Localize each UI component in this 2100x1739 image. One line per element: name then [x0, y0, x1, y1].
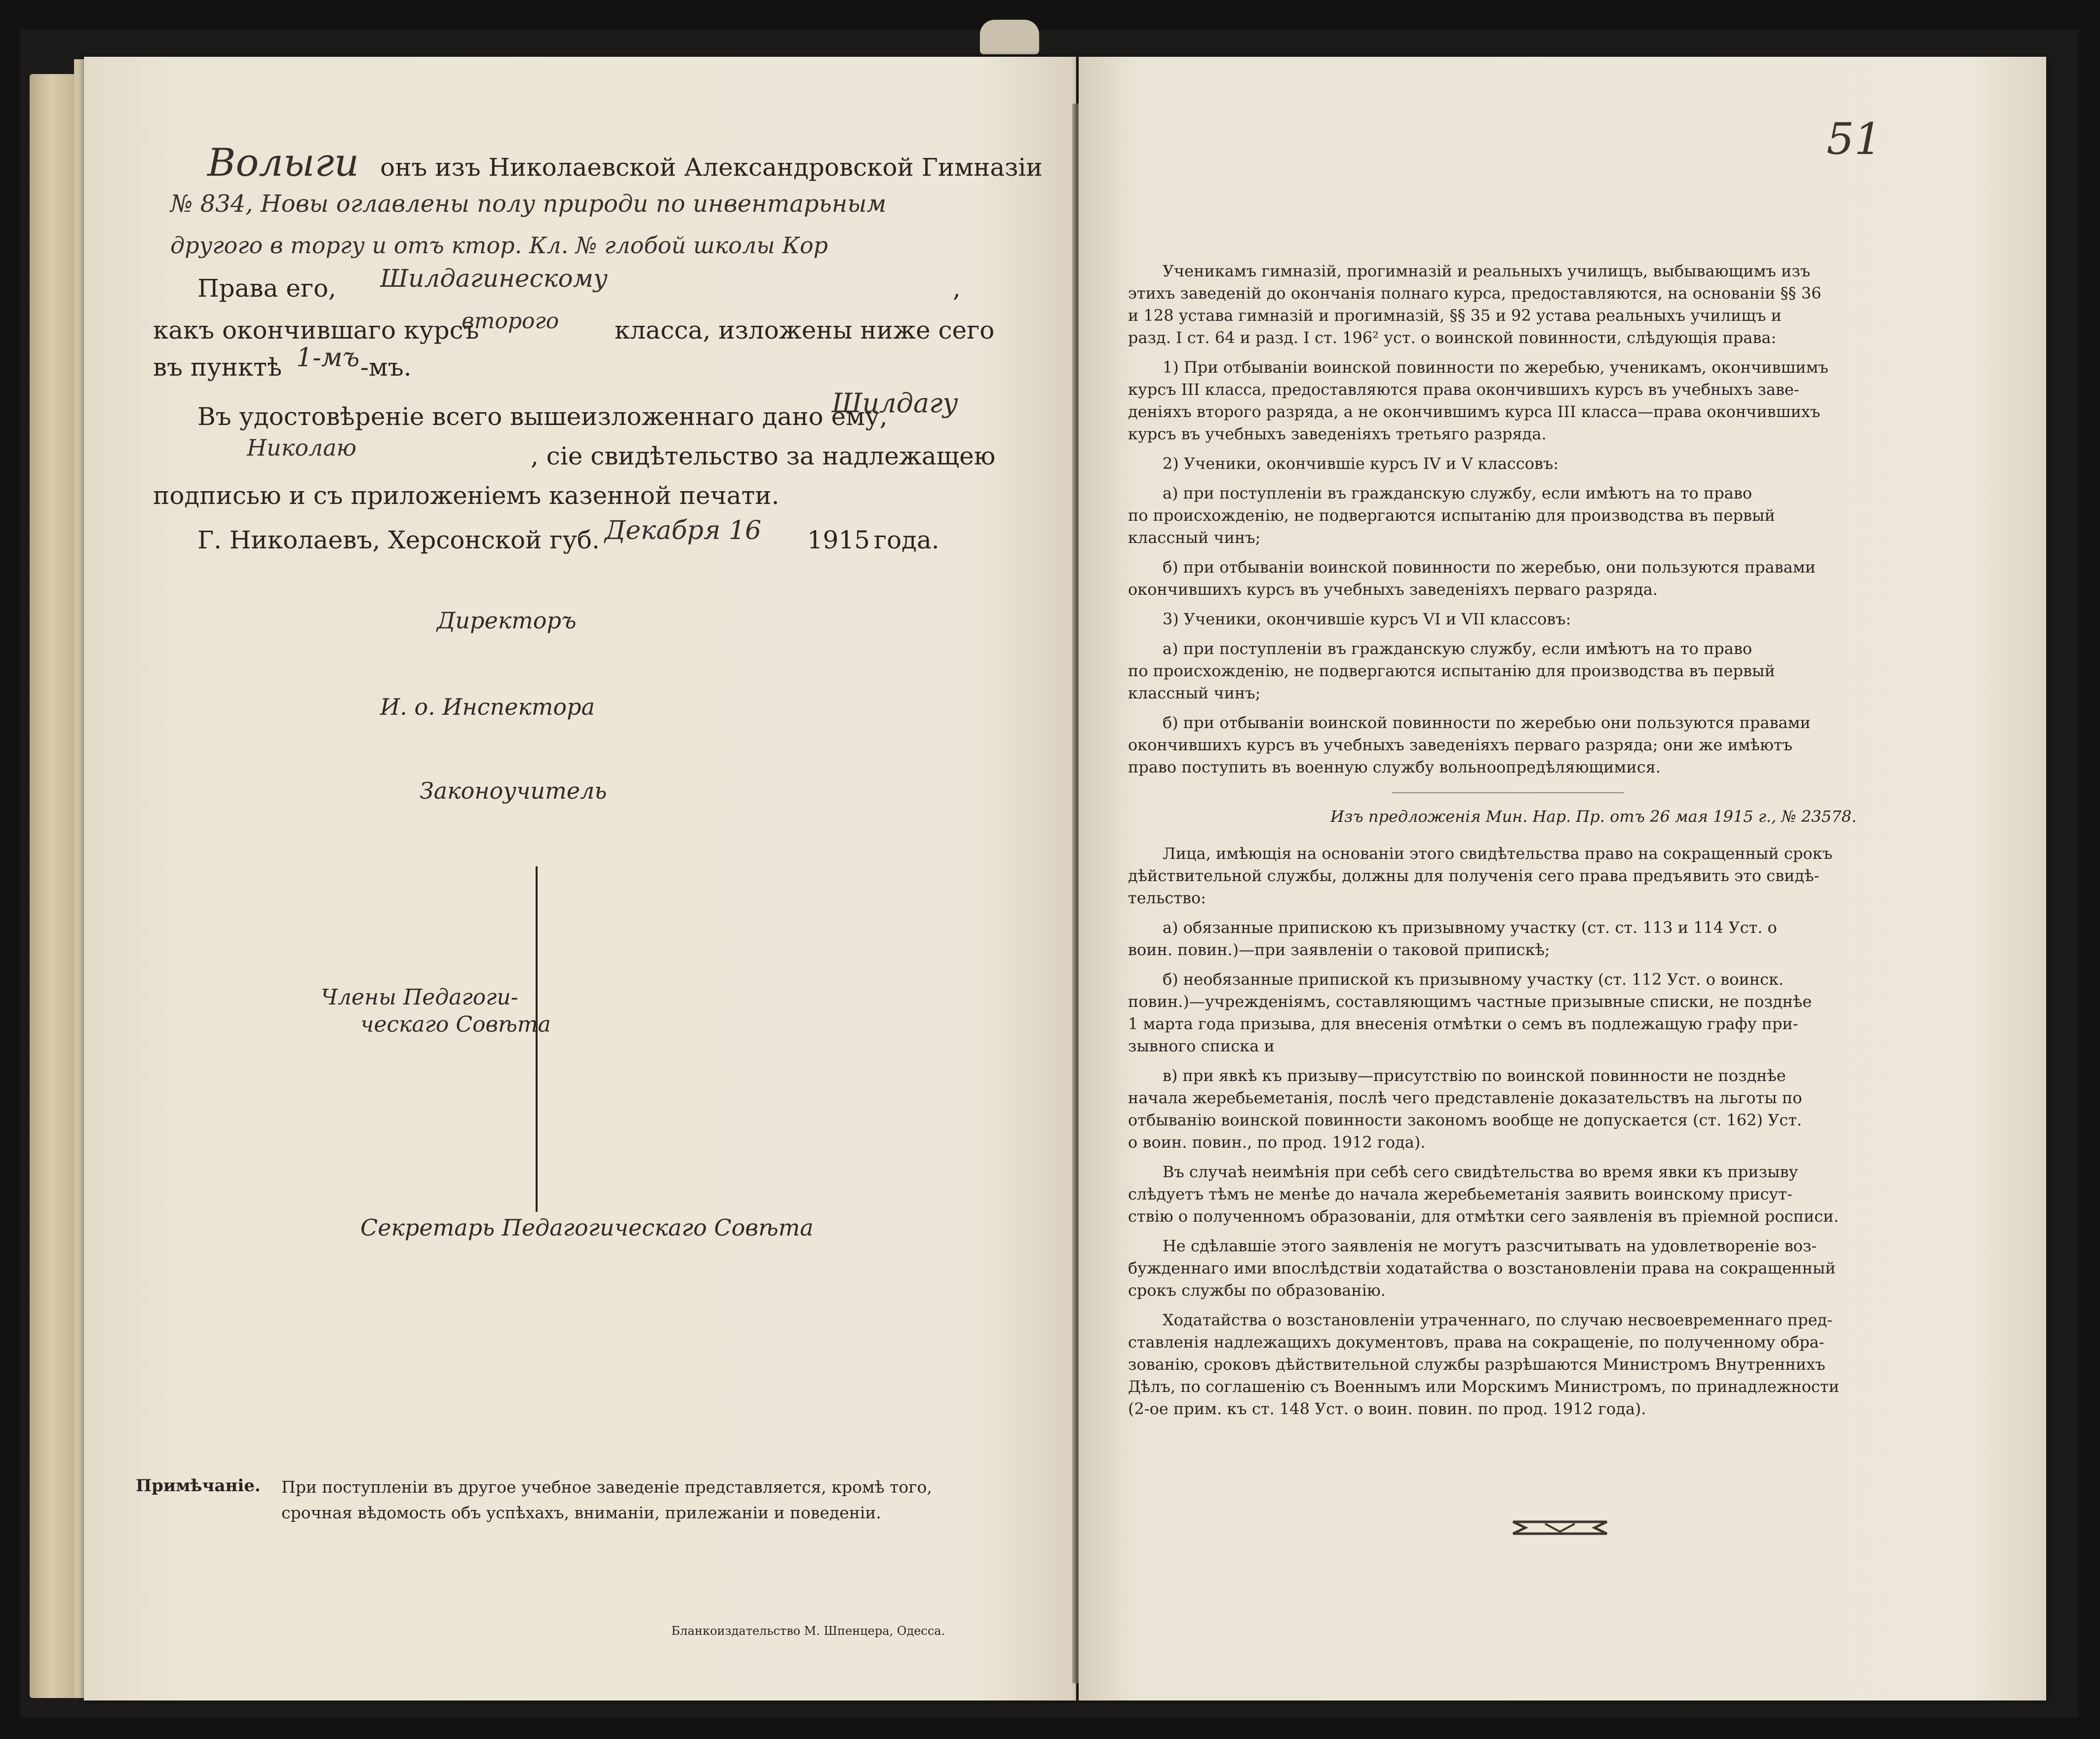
year-end: года.	[874, 526, 939, 554]
page-number: 51	[1827, 114, 1882, 164]
right-text-line: отбыванію воинской повинности закономъ вообще не допускается (ст. 162) Уст.	[1128, 1111, 1802, 1129]
cert-line-2-end: , сіе свидѣтельство за надлежащею	[531, 442, 996, 470]
handwritten-given-1: Шилдагу	[832, 387, 958, 419]
publisher-imprint: Бланкоиздательство М. Шпенцера, Одесса.	[671, 1624, 945, 1638]
right-text-line: курсъ въ учебныхъ заведеніяхъ третьяго разряда.	[1128, 425, 1547, 443]
right-text-line: курсъ III класса, предоставляются права окончившихъ курсъ въ учебныхъ заве-	[1128, 380, 1799, 399]
right-text-line: Дѣлъ, по соглашенію съ Военнымъ или Морскимъ Министромъ, по принадлежности	[1128, 1377, 1839, 1396]
rights-end: ,	[953, 274, 961, 303]
right-text-line: ставленія надлежащихъ документовъ, права на сокращеніе, по полученному обра-	[1128, 1333, 1825, 1352]
right-text-line: тельство:	[1128, 889, 1206, 907]
right-text-line: Не сдѣлавшіе этого заявленія не могутъ разсчитывать на удовлетвореніе воз-	[1163, 1237, 1817, 1255]
cert-line-1: Въ удостовѣреніе всего вышеизложеннаго дано ему,	[197, 402, 888, 431]
point-end: -мъ.	[360, 353, 412, 382]
right-text-line: право поступить въ военную службу вольноопредѣляющимися.	[1128, 758, 1661, 776]
point-label: въ пунктѣ	[153, 353, 282, 382]
right-text-line: а) обязанные припискою къ призывному участку (ст. ст. 113 и 114 Уст. о	[1163, 918, 1777, 937]
right-text-line: окончившихъ курсъ въ учебныхъ заведеніяхъ перваго разряда; они же имѣютъ	[1128, 735, 1792, 754]
right-text-line: ствію о полученномъ образованіи, для отмѣтки сего заявленія въ пріемной росписи.	[1128, 1207, 1839, 1226]
right-text-line: 3) Ученики, окончившіе курсъ VI и VII классовъ:	[1163, 610, 1571, 628]
year: 1915	[807, 526, 870, 554]
inspector-label: И. о. Инспектора	[380, 694, 595, 720]
right-text-line: бужденнаго ими впослѣдствіи ходатайства о возстановленіи права на сокращенный	[1128, 1259, 1836, 1277]
right-text-line: разд. I ст. 64 и разд. I ст. 196² уст. о воинской повинности, слѣдующія права:	[1128, 328, 1777, 347]
ornament-icon	[1511, 1518, 1609, 1538]
right-text-line: 1 марта года призыва, для внесенія отмѣтки о семъ въ подлежащую графу при-	[1128, 1014, 1798, 1033]
rights-label: Права его,	[197, 274, 337, 303]
right-text-line: (2-ое прим. къ ст. 148 Уст. о воин. повин. по прод. 1912 года).	[1128, 1399, 1646, 1418]
law-teacher-label: Законоучитель	[420, 777, 607, 804]
right-text-line: б) необязанные припиской къ призывному участку (ст. 112 Уст. о воинск.	[1163, 970, 1784, 989]
secretary-label: Секретарь Педагогическаго Совѣта	[360, 1214, 814, 1241]
right-text-line: по происхожденію, не подвергаются испытанію для производства въ первый	[1128, 661, 1775, 680]
handwritten-point: 1-мъ	[296, 343, 360, 373]
note-line-2: срочная вѣдомость объ успѣхахъ, вниманіи, прилежаніи и поведеніи.	[281, 1503, 881, 1522]
right-text-line: и 128 устава гимназій и прогимназій, §§ 35 и 92 устава реальныхъ училищъ и	[1128, 306, 1782, 325]
council-bracket-line	[536, 866, 538, 1212]
right-page	[1079, 57, 2046, 1700]
binding-clip	[980, 20, 1039, 54]
right-text-line: 1) При отбываніи воинской повинности по жеребью, ученикамъ, окончившимъ	[1163, 358, 1828, 377]
right-text-line: воин. повин.)—при заявленіи о таковой припискѣ;	[1128, 940, 1550, 959]
right-text-line: Ходатайства о возстановленіи утраченнаго, по случаю несвоевременнаго пред-	[1163, 1311, 1832, 1329]
right-text-line: деніяхъ второго разряда, а не окончившимъ курса III класса—права окончившихъ	[1128, 402, 1821, 421]
right-text-line: окончившихъ курсъ въ учебныхъ заведеніяхъ перваго разряда.	[1128, 580, 1658, 599]
course-end: класса, изложены ниже сего	[615, 316, 995, 345]
handwritten-course: второго	[462, 309, 559, 334]
right-text-line: классный чинъ;	[1128, 684, 1261, 702]
director-label: Директоръ	[437, 607, 577, 634]
right-text-line: этихъ заведеній до окончанія полнаго курса, предоставляются, на основаніи §§ 36	[1128, 284, 1822, 303]
handwritten-line-3: другого в торгу и отъ ктор. Кл. № глобой школы Кор	[170, 232, 828, 259]
right-text-line: 2) Ученики, окончившіе курсъ IV и V классовъ:	[1163, 454, 1559, 473]
right-text-line: срокъ службы по образованію.	[1128, 1281, 1386, 1300]
separator-rule	[1392, 792, 1624, 793]
handwritten-given-2: Николаю	[247, 434, 357, 461]
right-text-line: Лица, имѣющія на основаніи этого свидѣтельства право на сокращенный срокъ	[1163, 844, 1832, 863]
note-label: Примѣчаніе.	[136, 1476, 261, 1496]
right-text-line: а) при поступленіи въ гражданскую службу, если имѣютъ на то право	[1163, 639, 1752, 658]
right-text-line: зованію, сроковъ дѣйствительной службы разрѣшаются Министромъ Внутреннихъ	[1128, 1355, 1826, 1374]
right-text-line: в) при явкѣ къ призыву—присутствію по воинской повинности не позднѣе	[1163, 1066, 1786, 1085]
note-line-1: При поступленіи въ другое учебное заведеніе представляется, кромѣ того,	[281, 1477, 932, 1497]
right-text-line: Ученикамъ гимназій, прогимназій и реальныхъ училищъ, выбывающимъ изъ	[1163, 262, 1811, 280]
council-label-2: ческаго Совѣта	[360, 1012, 551, 1037]
handwritten-date: Декабря 16	[605, 516, 762, 545]
handwritten-surname: Волыги	[207, 141, 359, 185]
place-label: Г. Николаевъ, Херсонской губ.	[197, 526, 600, 554]
handwritten-rights: Шилдагинескому	[380, 264, 608, 293]
right-text-line: о воин. повин., по прод. 1912 года).	[1128, 1133, 1426, 1152]
right-text-line: б) при отбываніи воинской повинности по жеребью они пользуются правами	[1163, 713, 1811, 732]
handwritten-line-2: № 834, Новы оглавлены полу природи по инвентарьным	[170, 190, 887, 218]
right-text-line: б) при отбываніи воинской повинности по жеребью, они пользуются правами	[1163, 558, 1816, 577]
cert-line-3: подписью и съ приложеніемъ казенной печати.	[153, 481, 779, 510]
right-text-line: по происхожденію, не подвергаются испытанію для производства въ первый	[1128, 506, 1775, 525]
course-label: какъ окончившаго курсъ	[153, 316, 479, 345]
right-text-line: Изъ предложенія Мин. Нар. Пр. отъ 26 мая 1915 г., № 23578.	[1330, 807, 1857, 826]
certificate-line-1: онъ изъ Николаевской Александровской Гимназіи	[380, 153, 1043, 182]
council-label-1: Члены Педагоги-	[321, 985, 518, 1010]
right-text-line: а) при поступленіи въ гражданскую службу, если имѣютъ на то право	[1163, 484, 1752, 502]
left-page	[84, 57, 1076, 1700]
right-text-line: дѣйствительной службы, должны для полученія сего права предъявить это свидѣ-	[1128, 866, 1820, 885]
right-text-line: Въ случаѣ неимѣнія при себѣ сего свидѣтельства во время явки къ призыву	[1163, 1162, 1798, 1181]
right-text-line: слѣдуетъ тѣмъ не менѣе до начала жеребьеметанія заявить воинскому присут-	[1128, 1185, 1792, 1203]
right-text-line: классный чинъ;	[1128, 528, 1261, 547]
right-text-line: зывного списка и	[1128, 1037, 1275, 1055]
right-text-line: начала жеребьеметанія, послѣ чего представленіе доказательствъ на льготы по	[1128, 1088, 1802, 1107]
right-text-line: повин.)—учрежденіямъ, составляющимъ частные призывные списки, не позднѣе	[1128, 992, 1812, 1011]
